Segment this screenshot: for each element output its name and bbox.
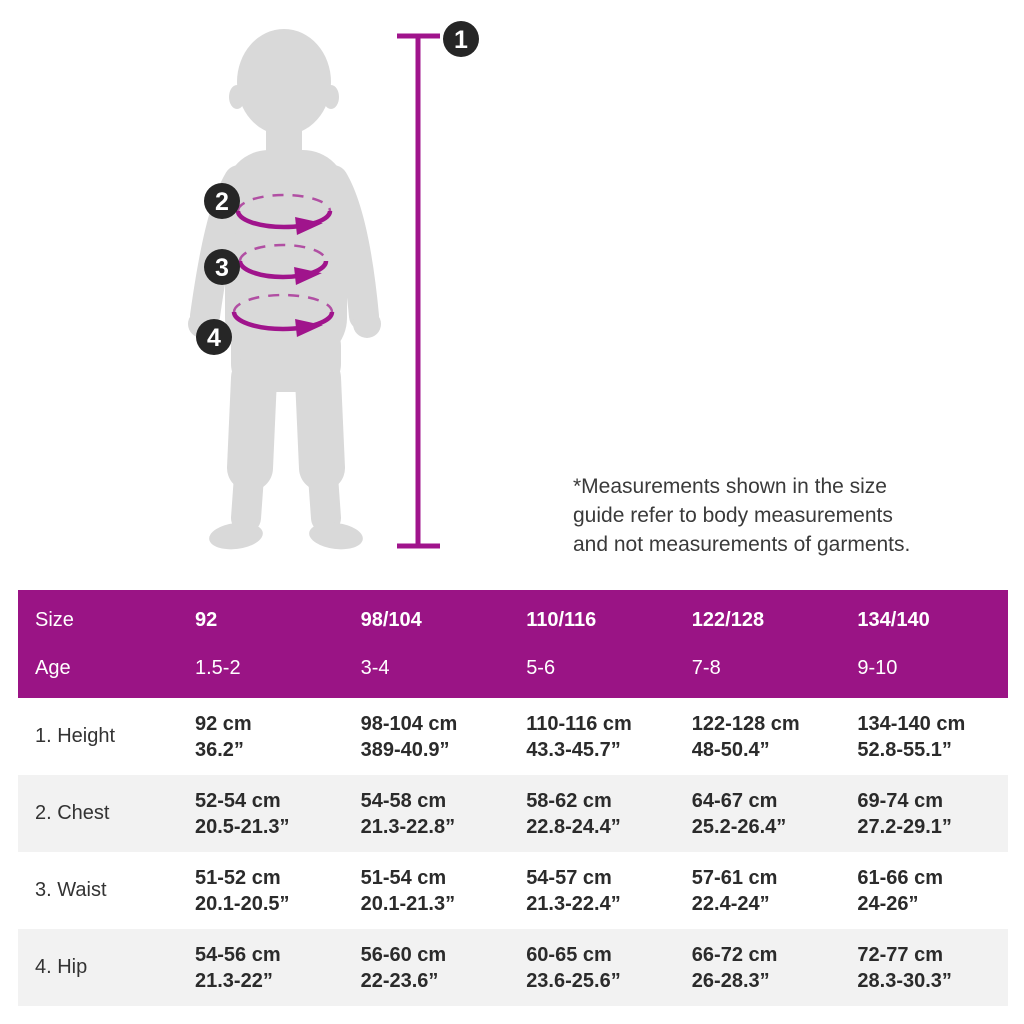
inch-value: 27.2-29.1” <box>857 815 952 838</box>
size-col-header: 92 <box>195 608 218 631</box>
cm-value: 58-62 cm <box>526 789 612 812</box>
measurements-note <box>573 472 973 559</box>
measurement-cell <box>511 865 677 917</box>
measurements-note-line: *Measurements shown in the size <box>573 475 887 498</box>
inch-value: 26-28.3” <box>691 969 770 992</box>
cm-value: 52-54 cm <box>195 789 281 812</box>
cm-value: 54-57 cm <box>526 866 612 889</box>
cm-value: 122-128 cm <box>691 712 800 735</box>
table-row-height <box>18 698 1008 775</box>
cm-value: 64-67 cm <box>691 789 778 812</box>
measurement-cell <box>180 788 346 840</box>
inch-value: 52.8-55.1” <box>857 738 952 761</box>
inch-value: 25.2-26.4” <box>691 815 787 838</box>
cm-value: 92 cm <box>195 712 252 735</box>
cm-value: 57-61 cm <box>691 866 778 889</box>
measurement-cell <box>180 942 346 994</box>
inch-value: 389-40.9” <box>360 738 450 761</box>
measurements-note-line: and not measurements of garments. <box>573 533 911 556</box>
inch-value: 48-50.4” <box>691 738 770 761</box>
inch-value: 20.1-20.5” <box>195 892 290 915</box>
inch-value: 21.3-22” <box>195 969 273 992</box>
row-label: 4. Hip <box>35 956 88 978</box>
measurement-cell <box>842 711 1008 763</box>
badge-chest-number: 2 <box>215 188 229 216</box>
cm-value: 54-56 cm <box>195 943 281 966</box>
measurement-cell <box>511 711 677 763</box>
cm-value: 69-74 cm <box>857 789 944 812</box>
table-row-waist <box>18 852 1008 929</box>
row-label: 2. Chest <box>35 802 110 824</box>
age-row-label: Age <box>35 656 71 679</box>
size-table-header <box>18 590 1008 698</box>
cm-value: 66-72 cm <box>691 943 778 966</box>
inch-value: 21.3-22.4” <box>526 892 621 915</box>
inch-value: 22.4-24” <box>691 892 770 915</box>
header-age-row <box>18 644 1008 692</box>
inch-value: 43.3-45.7” <box>526 738 621 761</box>
age-col-value: 5-6 <box>526 656 556 679</box>
badge-hip-number: 4 <box>207 324 221 352</box>
size-table <box>18 590 1008 1006</box>
measurement-cell <box>180 865 346 917</box>
measurement-cell <box>346 942 512 994</box>
inch-value: 21.3-22.8” <box>360 815 456 838</box>
size-col-header: 134/140 <box>857 608 930 631</box>
measurement-cell <box>842 942 1008 994</box>
measurements-note-line: guide refer to body measurements <box>573 504 893 527</box>
cm-value: 51-52 cm <box>195 866 281 889</box>
inch-value: 20.1-21.3” <box>360 892 456 915</box>
height-measure-line <box>397 36 440 546</box>
age-col-value: 1.5-2 <box>195 656 241 679</box>
measurement-cell <box>180 711 346 763</box>
row-label: 1. Height <box>35 725 116 747</box>
badge-height <box>443 21 479 57</box>
measurement-cell <box>346 711 512 763</box>
cm-value: 134-140 cm <box>857 712 966 735</box>
inch-value: 28.3-30.3” <box>857 969 952 992</box>
cm-value: 54-58 cm <box>360 789 447 812</box>
child-silhouette <box>188 29 381 552</box>
cm-value: 72-77 cm <box>857 943 944 966</box>
cm-value: 51-54 cm <box>360 866 447 889</box>
cm-value: 98-104 cm <box>360 712 458 735</box>
badge-waist <box>204 249 240 285</box>
measurement-cell <box>842 865 1008 917</box>
measurement-cell <box>346 865 512 917</box>
cm-value: 60-65 cm <box>526 943 612 966</box>
inch-value: 22-23.6” <box>360 969 439 992</box>
inch-value: 24-26” <box>857 892 919 915</box>
measurement-cell <box>677 788 843 840</box>
badge-waist-number: 3 <box>215 254 229 282</box>
badge-height-number: 1 <box>454 26 468 54</box>
badge-chest <box>204 183 240 219</box>
measurement-cell <box>677 942 843 994</box>
size-col-header: 98/104 <box>360 608 422 631</box>
age-col-value: 7-8 <box>691 656 721 679</box>
table-row-chest <box>18 775 1008 852</box>
measurement-cell <box>346 788 512 840</box>
badge-hip <box>196 319 232 355</box>
size-row-label: Size <box>35 608 74 631</box>
measurement-cell <box>677 865 843 917</box>
size-col-header: 110/116 <box>526 608 597 631</box>
inch-value: 36.2” <box>195 738 244 761</box>
measurement-cell <box>677 711 843 763</box>
measurement-cell <box>511 942 677 994</box>
cm-value: 61-66 cm <box>857 866 944 889</box>
size-table-body <box>18 698 1008 1006</box>
age-col-value: 3-4 <box>360 656 390 679</box>
cm-value: 110-116 cm <box>526 712 632 735</box>
cm-value: 56-60 cm <box>360 943 447 966</box>
row-label: 3. Waist <box>35 879 107 901</box>
age-col-value: 9-10 <box>857 656 898 679</box>
header-size-row <box>18 596 1008 644</box>
measurement-cell <box>511 788 677 840</box>
inch-value: 23.6-25.6” <box>526 969 621 992</box>
inch-value: 22.8-24.4” <box>526 815 621 838</box>
measurement-cell <box>842 788 1008 840</box>
table-row-hip <box>18 929 1008 1006</box>
size-col-header: 122/128 <box>691 608 765 631</box>
inch-value: 20.5-21.3” <box>195 815 290 838</box>
